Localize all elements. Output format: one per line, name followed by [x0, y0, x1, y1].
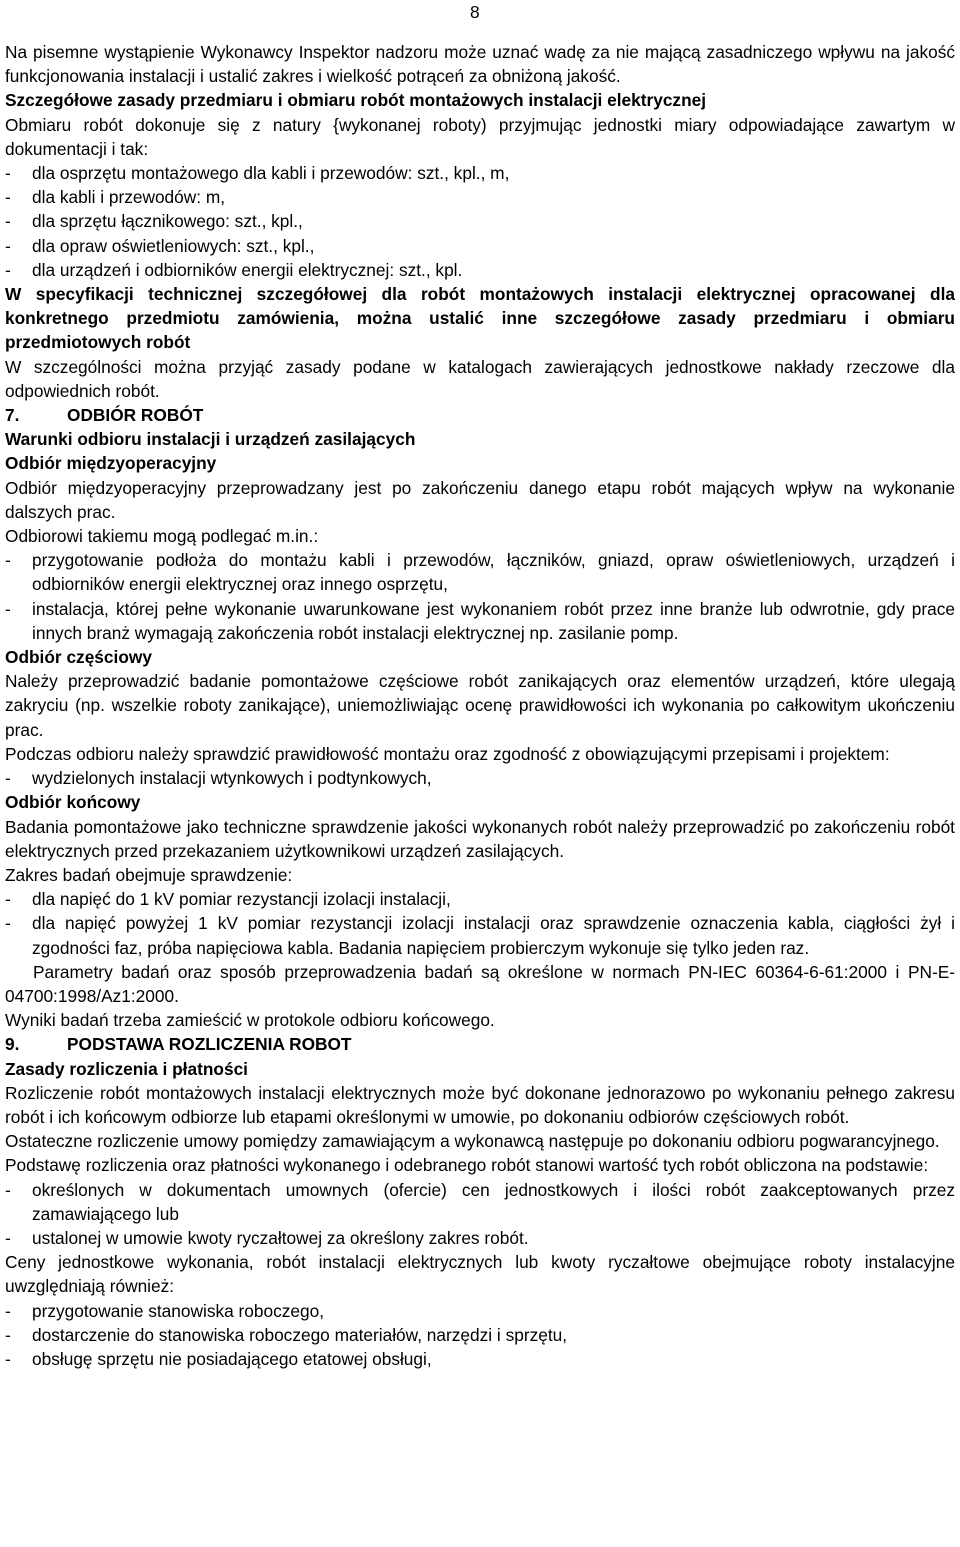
- list-item: - przygotowanie podłoża do montażu kabli i przewodów, łączników, gniazd, opraw oświetleniowych, urządzeń i odbiorników energii elektrycznej oraz innego osprzętu,: [5, 550, 955, 595]
- list-miedzy: [5, 548, 955, 645]
- paragraph-czesc-1: Należy przeprowadzić badanie pomontażowe częściowe robót zanikających oraz elementów urządzeń, które ulegają zakryciu (np. wszelkie roboty zanikające), uniemożliwiając ocenę prawidłowości ich wykonania po całkowitym ukończeniu prac.: [5, 671, 955, 740]
- paragraph-rozl-2: Ostateczne rozliczenie umowy pomiędzy zamawiającym a wykonawcą następuje po dokonaniu odbioru pogwarancyjnego.: [5, 1131, 940, 1152]
- list-czesc: [5, 766, 955, 790]
- list-item: - dla napięć powyżej 1 kV pomiar rezystancji izolacji instalacji oraz sprawdzenie oznaczenia kabla, ciągłości żył i zgodności faz, próba napięciowa kabla. Badania napięciem probierczym wykonuje się tylko jeden raz.: [5, 913, 955, 958]
- heading-czesciowy: Odbiór częściowy: [5, 647, 152, 668]
- list-item: - ustalonej w umowie kwoty ryczałtowej za określony zakres robót.: [5, 1227, 529, 1248]
- section-9-heading: 9. PODSTAWA ROZLICZENIA ROBOT: [5, 1034, 352, 1055]
- page-number: 8: [470, 2, 480, 22]
- list-item: - dostarczenie do stanowiska roboczego materiałów, narzędzi i sprzętu,: [5, 1324, 568, 1345]
- list-item: - dla kabli i przewodów: m,: [5, 187, 226, 208]
- list-item: - wydzielonych instalacji wtynkowych i podtynkowych,: [5, 768, 432, 789]
- paragraph-katalog: W szczególności można przyjąć zasady podane w katalogach zawierających jednostkowe nakłady rzeczowe dla odpowiednich robót.: [5, 356, 955, 401]
- paragraph-rozl-3: Podstawę rozliczenia oraz płatności wykonanego i odebranego robót stanowi wartość tych robót obliczona na podstawie:: [5, 1155, 929, 1176]
- paragraph-konc-1: Badania pomontażowe jako techniczne sprawdzenie jakości wykonanych robót należy przeprowadzić po zakończeniu robót elektrycznych przed przekazaniem użytkownikowi urządzeń zasilających.: [5, 816, 955, 861]
- paragraph-wyniki: Wyniki badań trzeba zamieścić w protokole odbioru końcowego.: [5, 1010, 495, 1031]
- document-body: [5, 40, 955, 1371]
- heading-obmiar: Szczegółowe zasady przedmiaru i obmiaru robót montażowych instalacji elektrycznej: [5, 90, 707, 111]
- list-units: [5, 161, 955, 282]
- list-item: - określonych w dokumentach umownych (ofercie) cen jednostkowych i ilości robót zaakceptowanych przez zamawiającego lub: [5, 1179, 955, 1224]
- paragraph-konc-2: Zakres badań obejmuje sprawdzenie:: [5, 864, 293, 885]
- paragraph-parametry: Parametry badań oraz sposób przeprowadzenia badań są określone w normach PN-IEC 60364-6-61:2000 i PN-E-04700:1998/Az1:2000.: [5, 961, 955, 1006]
- paragraph-inspector: Na pisemne wystąpienie Wykonawcy Inspektor nadzoru może uznać wadę za nie mającą zasadniczego wpływu na jakość funkcjonowania instalacji i ustalić zakres i wielkość potrąceń za obniżoną jakość.: [5, 42, 955, 87]
- heading-warunki: Warunki odbioru instalacji i urządzeń zasilających: [5, 429, 416, 450]
- list-item: - dla osprzętu montażowego dla kabli i przewodów: szt., kpl., m,: [5, 163, 510, 184]
- paragraph-obmiar: Obmiaru robót dokonuje się z natury {wykonanej roboty) przyjmując jednostki miary odpowiadające zawartym w dokumentacji i tak:: [5, 114, 955, 159]
- paragraph-czesc-2: Podczas odbioru należy sprawdzić prawidłowość montażu oraz zgodność z obowiązującymi przepisami i projektem:: [5, 743, 890, 764]
- heading-koncowy: Odbiór końcowy: [5, 792, 141, 813]
- list-item: - obsługę sprzętu nie posiadającego etatowej obsługi,: [5, 1348, 432, 1369]
- paragraph-spec-bold: W specyfikacji technicznej szczegółowej dla robót montażowych instalacji elektrycznej opracowanej dla konkretnego przedmiotu zamówienia, można ustalić inne szczegółowe zasady przedmiaru i obmiaru przedmiotowych robót: [5, 284, 955, 353]
- list-item: - przygotowanie stanowiska roboczego,: [5, 1300, 325, 1321]
- paragraph-podlega: Odbiorowi takiemu mogą podlegać m.in.:: [5, 526, 319, 547]
- list-item: - dla urządzeń i odbiorników energii elektrycznej: szt., kpl.: [5, 259, 463, 280]
- list-ceny: [5, 1299, 955, 1372]
- list-item: - dla sprzętu łącznikowego: szt., kpl.,: [5, 211, 303, 232]
- list-rozl: [5, 1178, 955, 1251]
- heading-miedzyoperacyjny: Odbiór międzyoperacyjny: [5, 453, 217, 474]
- list-konc: [5, 887, 955, 960]
- list-item: - dla napięć do 1 kV pomiar rezystancji izolacji instalacji,: [5, 889, 451, 910]
- paragraph-ceny: Ceny jednostkowe wykonania, robót instalacji elektrycznych lub kwoty ryczałtowe obejmujące roboty instalacyjne uwzględniają również:: [5, 1252, 955, 1297]
- paragraph-rozl-1: Rozliczenie robót montażowych instalacji elektrycznych może być dokonane jednorazowo po wykonaniu pełnego zakresu robót i ich końcowym odbiorze lub etapami określonymi w umowie, po dokonaniu odbiorów częściowych robót.: [5, 1082, 955, 1127]
- list-item: - dla opraw oświetleniowych: szt., kpl.,: [5, 235, 315, 256]
- heading-zasady: Zasady rozliczenia i płatności: [5, 1058, 248, 1079]
- paragraph-miedzy: Odbiór międzyoperacyjny przeprowadzany jest po zakończeniu danego etapu robót mających wpływ na wykonanie dalszych prac.: [5, 477, 955, 522]
- list-item: - instalacja, której pełne wykonanie uwarunkowane jest wykonaniem robót przez inne branże lub odwrotnie, gdy prace innych branż wymagają zakończenia robót instalacji elektrycznej np. zasilanie pomp.: [5, 598, 955, 643]
- section-7-heading: 7. ODBIÓR ROBÓT: [5, 405, 204, 426]
